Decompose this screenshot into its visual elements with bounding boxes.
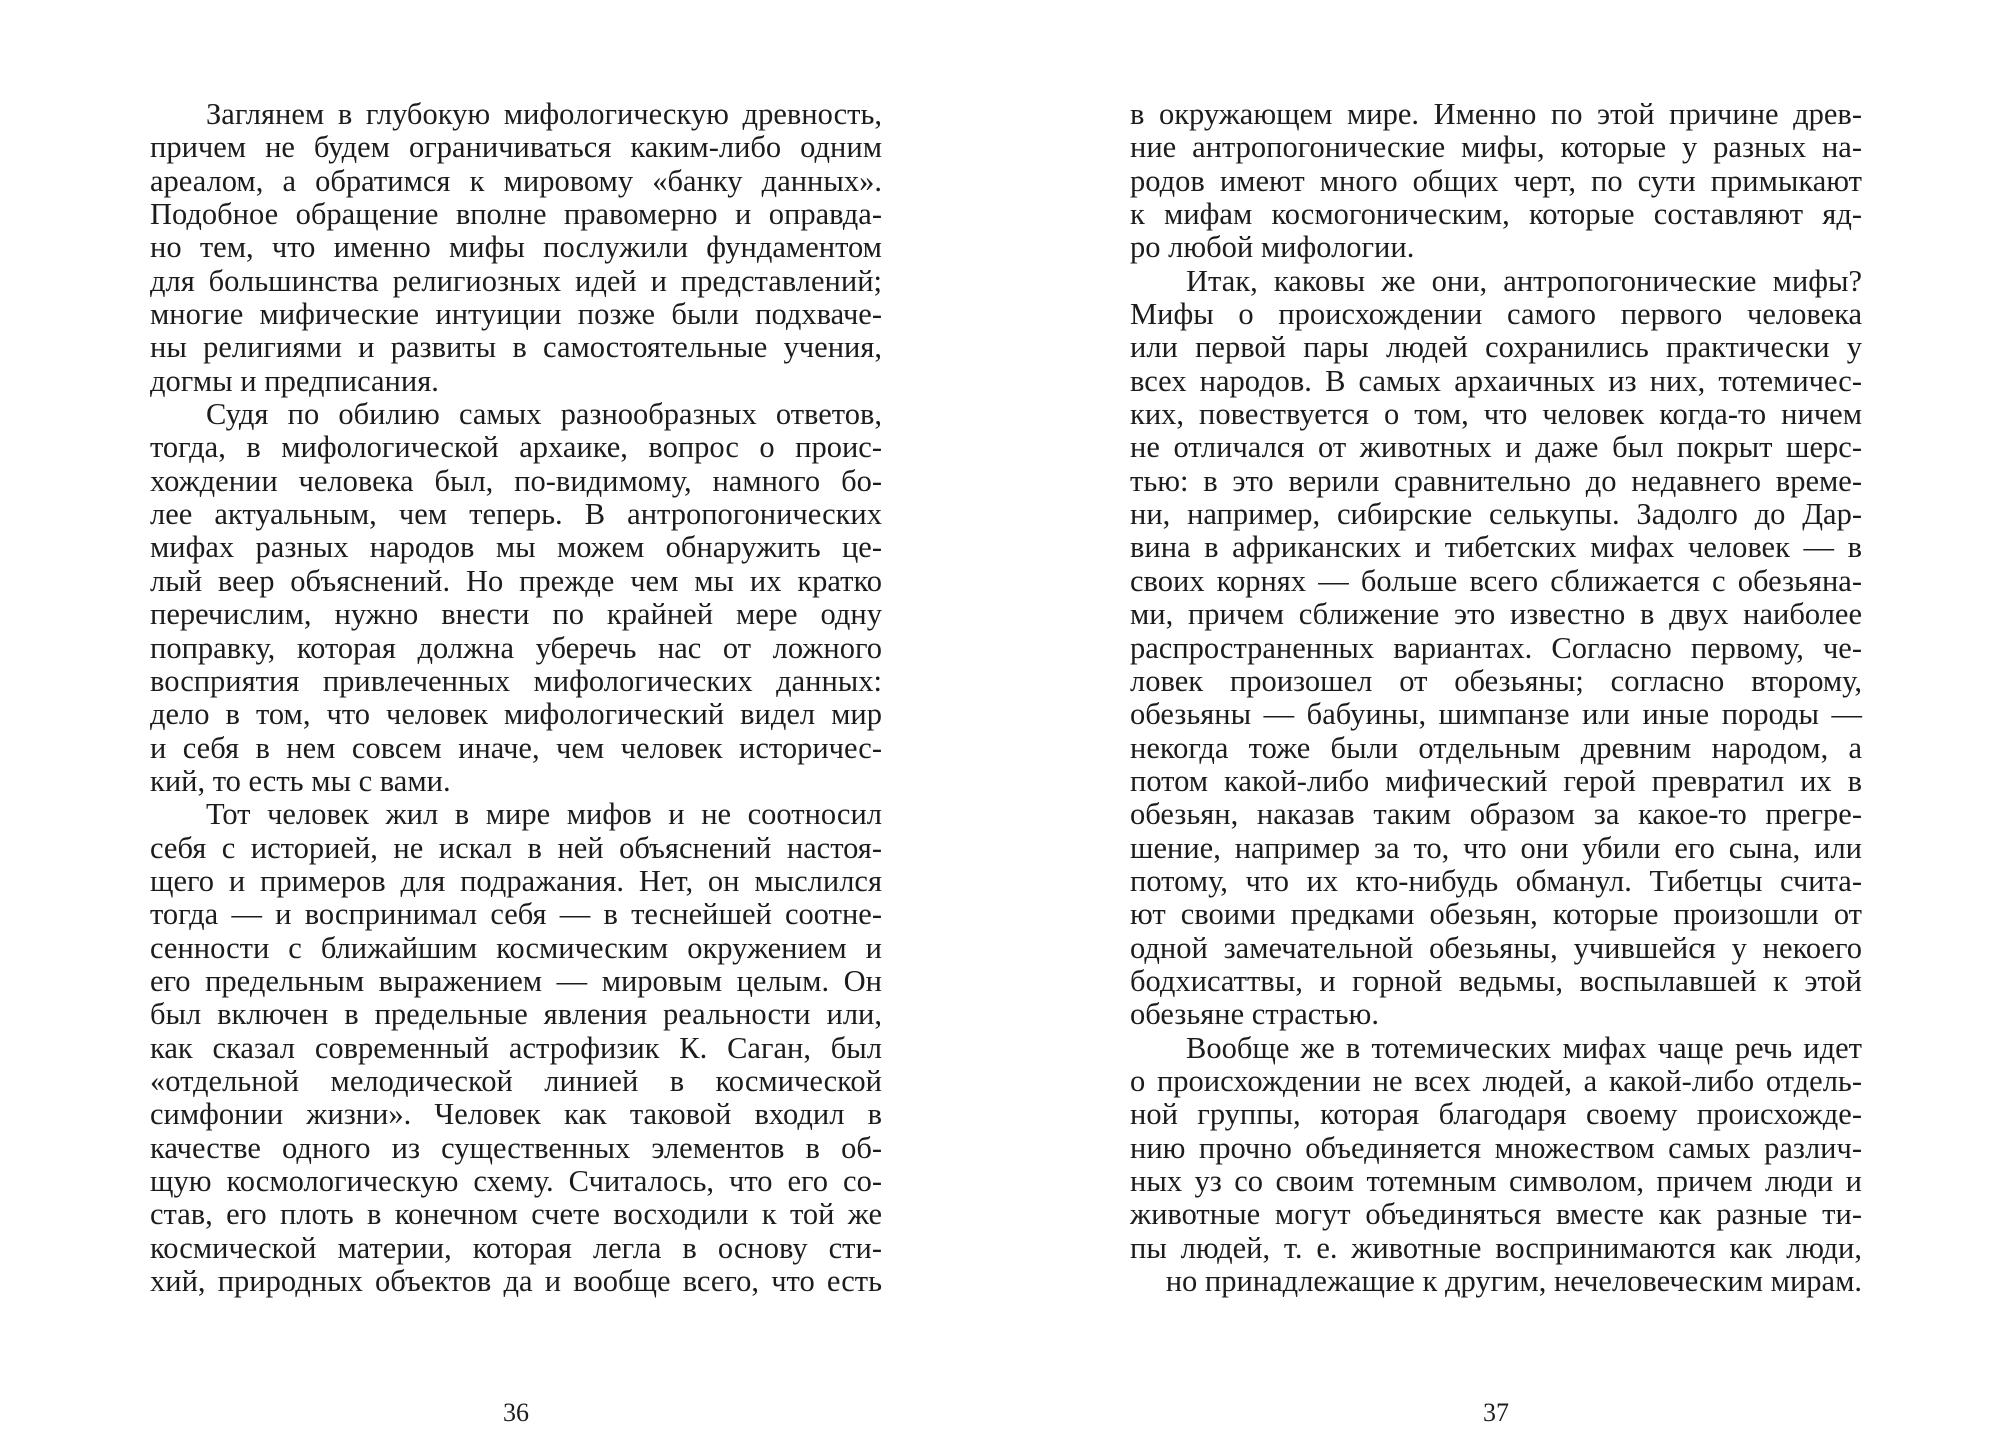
text-line: Вообще же в тотемических мифах чаще речь идет bbox=[1186, 1030, 1862, 1065]
text-line: причем не будем ограничиваться каким-либо одним bbox=[150, 130, 882, 165]
text-line: и себя в нем совсем иначе, чем человек историчес- bbox=[150, 730, 882, 765]
text-line: о происхождении не всех людей, а какой-либо отдель- bbox=[1130, 1063, 1862, 1098]
text-line: вина в африканских и тибетских мифах человек — в bbox=[1130, 530, 1862, 565]
left-page-text bbox=[150, 98, 882, 1298]
text-line: его предельным выражением — мировым целым. Он bbox=[150, 963, 882, 998]
text-line: ловек произошел от обезьяны; согласно второму, bbox=[1130, 663, 1862, 698]
text-line: ни, например, сибирские селькупы. Задолго до Дар- bbox=[1130, 497, 1862, 532]
text-line: мифах разных народов мы можем обнаружить це- bbox=[150, 530, 882, 565]
text-line: космической материи, которая легла в основу сти- bbox=[150, 1230, 882, 1265]
text-line: Судя по обилию самых разнообразных ответов, bbox=[206, 397, 882, 432]
text-line: распространенных вариантах. Согласно первому, че- bbox=[1130, 630, 1862, 665]
text-line: поправку, которая должна уберечь нас от ложного bbox=[150, 630, 882, 665]
text-line: кий, то есть мы с вами. bbox=[150, 763, 451, 798]
text-line: бодхисаттвы, и горной ведьмы, воспылавшей к этой bbox=[1130, 963, 1862, 998]
right-page-text bbox=[1130, 98, 1862, 1298]
text-line: лее актуальным, чем теперь. В антропогонических bbox=[150, 497, 882, 532]
page-number: 36 bbox=[503, 1398, 529, 1427]
text-line: качестве одного из существенных элементов в об- bbox=[150, 1130, 882, 1165]
text-line: тогда — и воспринимал себя — в теснейшей соотне- bbox=[150, 897, 882, 932]
text-line: ареалом, а обратимся к мировому «банку данных». bbox=[150, 163, 882, 198]
text-line: перечислим, нужно внести по крайней мере одну bbox=[150, 597, 882, 632]
text-line: но принадлежащие к другим, нечеловеческим мирам. bbox=[1165, 1264, 1862, 1299]
text-line: «отдельной мелодической линией в космической bbox=[150, 1063, 882, 1098]
text-line: ют своими предками обезьян, которые произошли от bbox=[1130, 897, 1862, 932]
text-line: хий, природных объектов да и вообще всего, что есть bbox=[150, 1264, 882, 1299]
text-line: некогда тоже были отдельным древним народом, а bbox=[1130, 730, 1862, 765]
text-line: ро любой мифологии. bbox=[1130, 230, 1415, 265]
text-line: лый веер объяснений. Но прежде чем мы их кратко bbox=[150, 563, 882, 598]
text-line: или первой пары людей сохранились практически у bbox=[1130, 330, 1862, 365]
text-line: Итак, каковы же они, антропогонические мифы? bbox=[1186, 263, 1862, 298]
text-line: всех народов. В самых архаичных из них, тотемичес- bbox=[1130, 363, 1862, 398]
text-line: Тот человек жил в мире мифов и не соотносил bbox=[206, 797, 882, 832]
text-line: обезьяне страстью. bbox=[1130, 997, 1379, 1032]
text-line: симфонии жизни». Человек как таковой входил в bbox=[150, 1097, 882, 1132]
text-line: хождении человека был, по-видимому, намного бо- bbox=[150, 463, 882, 498]
text-line: для большинства религиозных идей и представлений; bbox=[150, 263, 882, 298]
text-line: Подобное обращение вполне правомерно и оправда- bbox=[150, 197, 882, 232]
text-line: животные могут объединяться вместе как разные ти- bbox=[1130, 1197, 1862, 1232]
text-line: себя с историей, не искал в ней объяснений настоя- bbox=[150, 830, 882, 865]
text-line: восприятия привлеченных мифологических данных: bbox=[150, 663, 882, 698]
right-page bbox=[1130, 98, 1862, 1438]
text-line: ной группы, которая благодаря своему происхожде- bbox=[1130, 1097, 1862, 1132]
text-line: нию прочно объединяется множеством самых различ- bbox=[1130, 1130, 1862, 1165]
text-line: как сказал современный астрофизик К. Саган, был bbox=[150, 1030, 882, 1065]
left-page bbox=[150, 98, 882, 1438]
text-line: дело в том, что человек мифологический видел мир bbox=[150, 697, 882, 732]
text-line: потому, что их кто-нибудь обманул. Тибетцы счита- bbox=[1130, 863, 1862, 898]
text-line: щего и примеров для подражания. Нет, он мыслился bbox=[150, 863, 882, 898]
text-line: одной замечательной обезьяны, учившейся у некоего bbox=[1130, 930, 1862, 965]
text-line: обезьян, наказав таким образом за какое-то прегре- bbox=[1130, 797, 1862, 832]
text-line: догмы и предписания. bbox=[150, 363, 439, 398]
text-line: многие мифические интуиции позже были подхваче- bbox=[150, 297, 882, 332]
text-line: ми, причем сближение это известно в двух наиболее bbox=[1130, 597, 1862, 632]
text-line: ние антропогонические мифы, которые у разных на- bbox=[1130, 130, 1862, 165]
text-line: не отличался от животных и даже был покрыт шерс- bbox=[1130, 430, 1862, 465]
text-line: Мифы о происхождении самого первого человека bbox=[1130, 297, 1862, 332]
text-line: пы людей, т. е. животные воспринимаются как люди, bbox=[1130, 1230, 1862, 1265]
text-line: ных уз со своим тотемным символом, причем люди и bbox=[1130, 1164, 1862, 1198]
page-number: 37 bbox=[1483, 1398, 1509, 1427]
text-line: Заглянем в глубокую мифологическую древность, bbox=[206, 97, 882, 131]
text-line: став, его плоть в конечном счете восходили к той же bbox=[150, 1197, 882, 1232]
text-line: ких, повествуется о том, что человек когда-то ничем bbox=[1130, 397, 1862, 432]
text-line: обезьяны — бабуины, шимпанзе или иные породы — bbox=[1130, 697, 1862, 732]
text-line: родов имеют много общих черт, по сути примыкают bbox=[1130, 163, 1862, 198]
text-line: своих корнях — больше всего сближается с обезьяна- bbox=[1130, 563, 1862, 598]
text-line: к мифам космогоническим, которые составляют яд- bbox=[1130, 197, 1862, 232]
text-line: шение, например за то, что они убили его сына, или bbox=[1130, 830, 1862, 865]
text-line: в окружающем мире. Именно по этой причине древ- bbox=[1130, 97, 1862, 131]
text-line: был включен в предельные явления реальности или, bbox=[150, 997, 882, 1032]
text-line: тью: в это верили сравнительно до недавнего време- bbox=[1130, 463, 1862, 498]
text-line: щую космологическую схему. Считалось, что его со- bbox=[150, 1164, 882, 1198]
text-line: потом какой-либо мифический герой превратил их в bbox=[1130, 763, 1862, 798]
text-line: сенности с ближайшим космическим окружением и bbox=[150, 930, 882, 965]
text-line: ны религиями и развиты в самостоятельные учения, bbox=[150, 330, 882, 365]
text-line: но тем, что именно мифы послужили фундаментом bbox=[150, 230, 882, 265]
text-line: тогда, в мифологической архаике, вопрос о проис- bbox=[150, 430, 882, 465]
